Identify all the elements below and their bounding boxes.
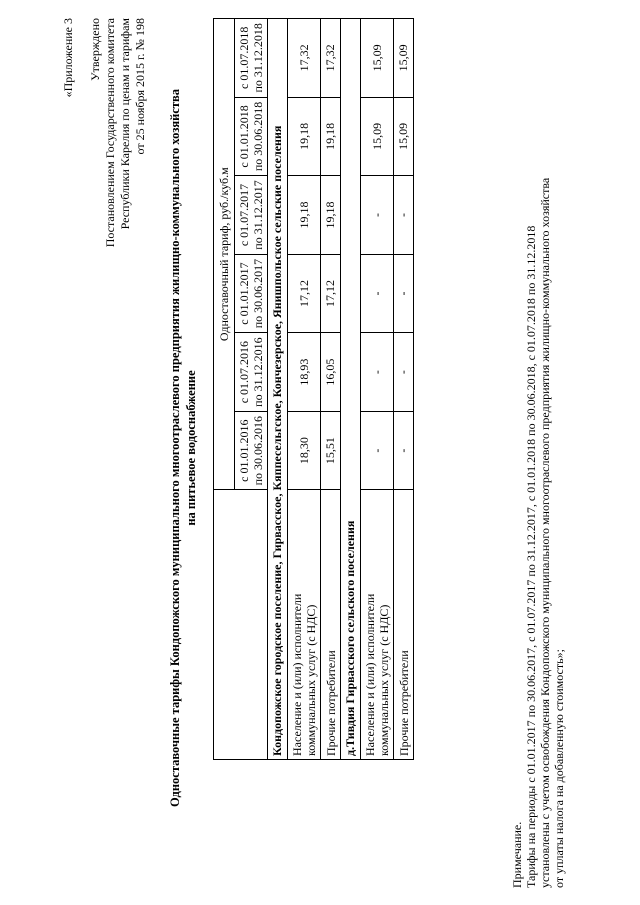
tariff-cell: 17,12: [288, 254, 321, 333]
tariff-cell: 16,05: [321, 333, 341, 412]
tariff-cell: -: [361, 411, 394, 490]
rotated-document-page: [55, 18, 585, 888]
period-header: с 01.07.2016 по 31.12.2016: [235, 333, 268, 412]
section-title: Кондопожское городское поселение, Гирвасское, Кяппесельгское, Кончезерское, Янишпольское сельские поселения: [268, 19, 288, 760]
table-row: [288, 19, 321, 760]
decree-line-2: Республики Карелия по ценам и тарифам: [118, 18, 132, 230]
tariff-cell: -: [394, 411, 414, 490]
tariff-cell: 15,51: [321, 411, 341, 490]
tariff-cell: 19,18: [321, 176, 341, 255]
table-row: [361, 19, 394, 760]
tariff-cell: 19,18: [288, 97, 321, 176]
document-title: [167, 18, 199, 878]
title-line-1: Одноставочные тарифы Кондопожского муниципального многоотраслевого предприятия жилищно-коммунального хозяйства: [168, 88, 182, 808]
period-header: с 01.07.2018 по 31.12.2018: [235, 19, 268, 98]
annex-label: «Приложение 3: [61, 18, 75, 98]
table-header-row-group: [214, 19, 235, 760]
table-corner-cell: [214, 490, 268, 760]
tariff-cell: 18,30: [288, 411, 321, 490]
note-line-2: установлены с учетом освобождения Кондопожского муниципального многоотраслевого предприятия жилищно-коммунального хозяйства: [538, 177, 552, 888]
tariff-group-header: Одноставочный тариф, руб./куб.м: [214, 19, 235, 490]
tariff-cell: 15,09: [361, 97, 394, 176]
note-line-3: от уплаты налога на добавленную стоимость»;: [552, 649, 566, 888]
tariff-cell: -: [394, 254, 414, 333]
approved-label: Утверждено: [88, 18, 102, 81]
tariff-cell: 17,32: [288, 19, 321, 98]
section-row: [341, 19, 361, 760]
row-label: Прочие потребители: [321, 490, 341, 760]
approval-header: [61, 18, 148, 258]
period-header: с 01.07.2017 по 31.12.2017: [235, 176, 268, 255]
section-row: [268, 19, 288, 760]
tariff-cell: 19,18: [321, 97, 341, 176]
tariff-cell: 18,93: [288, 333, 321, 412]
row-label: Население и (или) исполнители коммунальных услуг (с НДС): [288, 490, 321, 760]
note-heading: Примечание.: [510, 821, 524, 888]
tariff-cell: -: [394, 333, 414, 412]
tariff-cell: -: [361, 333, 394, 412]
table-row: [321, 19, 341, 760]
decree-line-1: Постановлением Государственного комитета: [103, 18, 117, 248]
tariff-cell: -: [361, 254, 394, 333]
tariff-table: [213, 18, 414, 760]
period-header: с 01.01.2017 по 30.06.2017: [235, 254, 268, 333]
tariff-cell: -: [361, 176, 394, 255]
section-title: д.Тивдия Гирвасского сельского поселения: [341, 19, 361, 760]
tariff-cell: 19,18: [288, 176, 321, 255]
row-label: Прочие потребители: [394, 490, 414, 760]
tariff-cell: 15,09: [361, 19, 394, 98]
note-block: [510, 48, 566, 888]
title-line-2: на питьевое водоснабжение: [184, 370, 198, 526]
period-header: с 01.01.2018 по 30.06.2018: [235, 97, 268, 176]
tariff-cell: -: [394, 176, 414, 255]
tariff-cell: 15,09: [394, 97, 414, 176]
tariff-cell: 15,09: [394, 19, 414, 98]
row-label: Население и (или) исполнители коммунальных услуг (с НДС): [361, 490, 394, 760]
tariff-cell: 17,12: [321, 254, 341, 333]
tariff-cell: 17,32: [321, 19, 341, 98]
period-header: с 01.01.2016 по 30.06.2016: [235, 411, 268, 490]
table-row: [394, 19, 414, 760]
decree-line-3: от 25 ноября 2015 г. № 198: [133, 18, 147, 155]
note-line-1: Тарифы на периоды с 01.01.2017 по 30.06.2017, с 01.07.2017 по 31.12.2017, с 01.01.2018 по 30.06.2018, с 01.07.2018 по 31.12.2018: [524, 225, 538, 888]
